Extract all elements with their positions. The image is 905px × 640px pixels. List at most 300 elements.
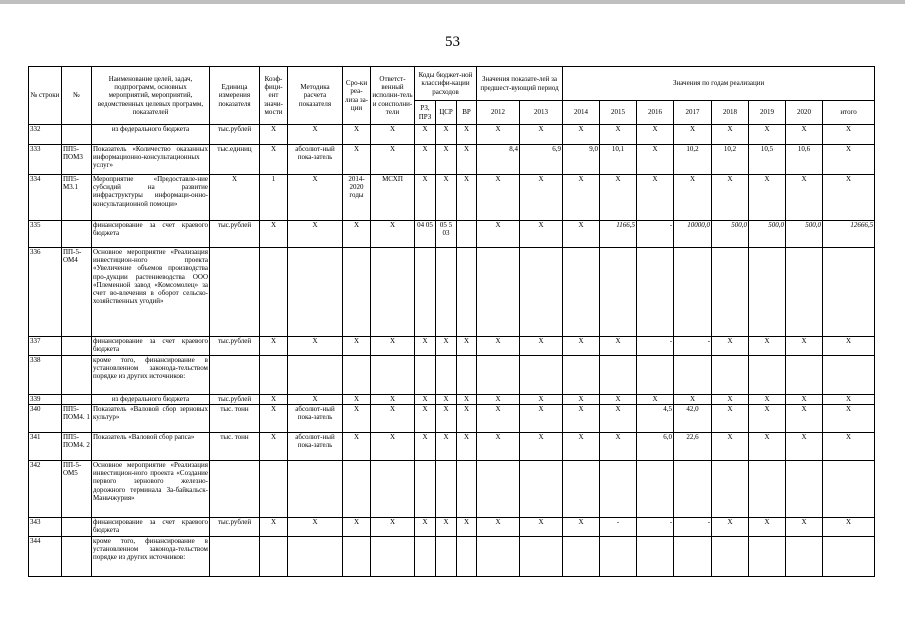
header-years-title: Значения по годам реализации [563,67,875,101]
row-code: ПП-5-ОМ5 [62,461,92,518]
row-method [288,248,343,337]
row-rz: X [415,395,436,405]
row-code: ПП-5-ОМ4 [62,248,92,337]
row-name: финансирование за счет краевого бюджета [92,221,210,248]
row-vr [457,221,477,248]
row-name: финансирование за счет краевого бюджета [92,337,210,356]
row-coef: X [260,405,288,433]
row-value-2019: X [749,405,786,433]
row-coef [260,248,288,337]
row-value-2019: X [749,175,786,221]
row-value-2017: 10,2 [674,145,712,175]
row-name: Основное мероприятие «Реализация инвестицион-ного проекта «Создание первого зернового железно-дорожного терминала За-байкальск-Маньчжурия» [92,461,210,518]
row-coef: X [260,433,288,461]
row-value-2018: X [712,395,749,405]
row-value-2020 [786,461,823,518]
row-value-2018: X [712,518,749,537]
row-value-2018: X [712,125,749,145]
row-unit [210,356,260,395]
table-row [29,175,875,221]
row-vr: X [457,337,477,356]
row-total [823,537,875,577]
row-method: X [288,337,343,356]
row-csr [436,461,457,518]
row-total: X [823,175,875,221]
row-value-2019: X [749,518,786,537]
header-year-2016: 2016 [637,101,674,125]
row-csr: 05 5 03 [436,221,457,248]
row-number: 340 [29,405,62,433]
row-value-2019 [749,356,786,395]
header-method: Методика расчета показателя [288,67,343,125]
row-value-2017: 10000,0 [674,221,712,248]
row-method: абсолют-ный пока-затель [288,145,343,175]
row-vr [457,248,477,337]
row-value-2017: - [674,337,712,356]
row-value-2019 [749,537,786,577]
header-prior-period: Значения показате-лей за предшест-вующий период [477,67,563,101]
row-value-2017: X [674,125,712,145]
row-unit: тыс. тонн [210,405,260,433]
header-year-2019: 2019 [749,101,786,125]
row-value-2019 [749,248,786,337]
row-value-2015 [600,356,637,395]
row-number: 335 [29,221,62,248]
row-csr: X [436,175,457,221]
row-value-2016: 4,5 [637,405,674,433]
row-value-2018: X [712,405,749,433]
row-csr [436,537,457,577]
row-value-2020: X [786,337,823,356]
row-value-2013: 6,9 [520,145,563,175]
row-name: Основное мероприятие «Реализация инвестицион-ного проекта «Увеличение объемов производства про-дукции растениеводства ООО «Племенной завод «Комсомолец» за счет во-влечения в оборот сельско-хозяйственных угодий» [92,248,210,337]
row-value-2015 [600,248,637,337]
row-value-2017: X [674,175,712,221]
row-responsible: МСХП [371,175,415,221]
row-value-2017 [674,248,712,337]
row-responsible: X [371,518,415,537]
row-value-2014: X [563,337,600,356]
row-value-2018 [712,537,749,577]
row-csr: X [436,337,457,356]
row-method: X [288,175,343,221]
table-row [29,395,875,405]
row-value-2015 [600,537,637,577]
row-unit [210,461,260,518]
row-value-2013: X [520,221,563,248]
row-vr: X [457,145,477,175]
row-total [823,248,875,337]
row-value-2017 [674,537,712,577]
table-row [29,356,875,395]
row-value-2016: X [637,395,674,405]
row-value-2020 [786,356,823,395]
row-value-2019: X [749,433,786,461]
row-value-2014 [563,537,600,577]
table-row [29,221,875,248]
table-row [29,337,875,356]
row-coef: 1 [260,175,288,221]
row-value-2014: X [563,433,600,461]
row-value-2013 [520,461,563,518]
row-value-2012: 8,4 [477,145,520,175]
row-term [343,356,371,395]
table-row [29,461,875,518]
row-value-2019: X [749,395,786,405]
row-value-2015: X [600,405,637,433]
row-term: X [343,395,371,405]
row-unit: X [210,175,260,221]
row-value-2013: X [520,433,563,461]
row-method: X [288,518,343,537]
row-number: 334 [29,175,62,221]
row-value-2019: 10,5 [749,145,786,175]
header-coef: Коэф-фици-ент значи-мости [260,67,288,125]
row-name: финансирование за счет краевого бюджета [92,518,210,537]
row-value-2019: X [749,337,786,356]
row-csr: X [436,433,457,461]
row-term: X [343,405,371,433]
row-value-2018: 500,0 [712,221,749,248]
header-term: Сро-ки реа-лиза за-ции [343,67,371,125]
row-value-2017 [674,461,712,518]
row-total: X [823,125,875,145]
row-value-2020: 500,0 [786,221,823,248]
row-vr: X [457,405,477,433]
row-number: 338 [29,356,62,395]
row-coef: X [260,395,288,405]
row-value-2018: 10,2 [712,145,749,175]
row-value-2012: X [477,405,520,433]
row-value-2017: 22,6 [674,433,712,461]
row-value-2018 [712,248,749,337]
row-term [343,537,371,577]
row-number: 332 [29,125,62,145]
row-value-2017: - [674,518,712,537]
row-code [62,125,92,145]
header-budget-codes: Коды бюджет-ной классифи-кации расходов [415,67,477,101]
row-value-2012: X [477,221,520,248]
row-value-2016: - [637,518,674,537]
row-coef: X [260,125,288,145]
row-value-2017 [674,356,712,395]
row-value-2020: X [786,405,823,433]
row-term: X [343,221,371,248]
row-csr [436,356,457,395]
row-responsible [371,537,415,577]
row-value-2014: X [563,405,600,433]
row-vr: X [457,518,477,537]
row-vr: X [457,433,477,461]
row-code: ПП5-М3.1 [62,175,92,221]
row-rz: X [415,337,436,356]
row-rz: 04 05 [415,221,436,248]
row-responsible: X [371,337,415,356]
row-value-2016: X [637,145,674,175]
header-row-no: № строки [29,67,62,125]
table-row [29,145,875,175]
row-value-2017: 42,0 [674,405,712,433]
header-unit: Единица измерения показателя [210,67,260,125]
row-csr: X [436,395,457,405]
header-responsible: Ответст-венный исполни-тель и соисполни-тели [371,67,415,125]
row-value-2020: X [786,175,823,221]
row-total: X [823,518,875,537]
row-unit [210,537,260,577]
row-total [823,356,875,395]
row-coef: X [260,518,288,537]
row-value-2013: X [520,405,563,433]
row-method [288,356,343,395]
row-name: кроме того, финансирование в установленном законода-тельством порядке из других источников: [92,537,210,577]
row-value-2016: X [637,175,674,221]
row-value-2013: X [520,125,563,145]
row-method: X [288,221,343,248]
row-value-2016: - [637,337,674,356]
row-value-2016 [637,537,674,577]
row-value-2014: X [563,175,600,221]
row-rz: X [415,433,436,461]
row-responsible: X [371,405,415,433]
row-value-2012 [477,461,520,518]
row-csr: X [436,518,457,537]
row-csr [436,248,457,337]
row-value-2018: X [712,433,749,461]
row-method: X [288,395,343,405]
row-value-2012 [477,537,520,577]
row-csr: X [436,125,457,145]
row-name: Показатель «Количество оказанных информационно-консультационных услуг» [92,145,210,175]
row-value-2017: X [674,395,712,405]
header-code-rz: РЗ, ПРЗ [415,101,436,125]
row-rz [415,537,436,577]
row-term: X [343,125,371,145]
row-unit: тыс.рублей [210,518,260,537]
row-responsible: X [371,125,415,145]
row-rz: X [415,405,436,433]
row-code [62,518,92,537]
row-number: 344 [29,537,62,577]
row-number: 343 [29,518,62,537]
row-method [288,461,343,518]
row-value-2015: - [600,518,637,537]
row-value-2014: X [563,518,600,537]
row-value-2018: X [712,175,749,221]
row-vr [457,356,477,395]
row-value-2014: 9,0 [563,145,600,175]
row-coef [260,537,288,577]
row-coef [260,356,288,395]
row-coef [260,461,288,518]
row-value-2014: X [563,395,600,405]
row-responsible: X [371,145,415,175]
row-value-2013: X [520,395,563,405]
row-total: X [823,337,875,356]
row-term: 2014-2020 годы [343,175,371,221]
row-value-2020 [786,537,823,577]
row-name: из федерального бюджета [92,395,210,405]
row-value-2014 [563,356,600,395]
row-value-2020: 10,6 [786,145,823,175]
row-vr [457,537,477,577]
row-responsible [371,248,415,337]
program-table [28,66,875,577]
row-number: 337 [29,337,62,356]
row-total: X [823,433,875,461]
row-value-2020: X [786,518,823,537]
row-value-2015: 10,1 [600,145,637,175]
row-unit: тыс.рублей [210,395,260,405]
row-value-2012: X [477,518,520,537]
row-value-2016: 6,0 [637,433,674,461]
row-value-2015: X [600,125,637,145]
row-coef: X [260,145,288,175]
row-unit: тыс. тонн [210,433,260,461]
row-code [62,356,92,395]
row-value-2013 [520,537,563,577]
row-value-2020: X [786,395,823,405]
row-unit: тыс.единиц [210,145,260,175]
header-year-2018: 2018 [712,101,749,125]
row-number: 342 [29,461,62,518]
row-code: ПП5-ПОМ4. 1 [62,405,92,433]
row-value-2015 [600,461,637,518]
table-row [29,518,875,537]
row-value-2014: X [563,221,600,248]
row-value-2013 [520,248,563,337]
row-responsible [371,356,415,395]
row-csr: X [436,145,457,175]
header-year-2013: 2013 [520,101,563,125]
row-number: 341 [29,433,62,461]
header-year-2012: 2012 [477,101,520,125]
row-number: 339 [29,395,62,405]
row-value-2020: X [786,433,823,461]
row-value-2018 [712,461,749,518]
header-no: № [62,67,92,125]
row-rz [415,461,436,518]
row-rz [415,356,436,395]
row-value-2019: 500,0 [749,221,786,248]
row-responsible: X [371,433,415,461]
row-value-2013: X [520,518,563,537]
row-code [62,395,92,405]
row-name: Показатель «Валовой сбор зерновых культур» [92,405,210,433]
row-rz: X [415,145,436,175]
row-name: Показатель «Валовой сбор рапса» [92,433,210,461]
row-vr: X [457,175,477,221]
row-value-2019: X [749,125,786,145]
table-row [29,405,875,433]
row-value-2012 [477,356,520,395]
row-name: кроме того, финансирование в установленном законода-тельством порядке из других источников: [92,356,210,395]
page-number: 53 [445,34,460,50]
header-year-2020: 2020 [786,101,823,125]
row-value-2015: 1166,5 [600,221,637,248]
row-unit [210,248,260,337]
row-method: абсолют-ный пока-затель [288,405,343,433]
row-code [62,337,92,356]
row-name: Мероприятие «Предоставле-ние субсидий на развитие инфраструктуры информаци-онно-консультационной помощи» [92,175,210,221]
row-value-2012: X [477,395,520,405]
table-row [29,537,875,577]
row-value-2014 [563,248,600,337]
row-responsible [371,461,415,518]
row-value-2012: X [477,125,520,145]
row-unit: тыс.рублей [210,125,260,145]
row-code: ПП5-ПОМ4. 2 [62,433,92,461]
row-vr: X [457,395,477,405]
header-code-vr: ВР [457,101,477,125]
row-term [343,461,371,518]
row-vr: X [457,125,477,145]
row-value-2012: X [477,337,520,356]
row-value-2013: X [520,175,563,221]
row-value-2013 [520,356,563,395]
row-total [823,461,875,518]
header-year-2015: 2015 [600,101,637,125]
row-value-2019 [749,461,786,518]
row-value-2012 [477,248,520,337]
row-rz: X [415,175,436,221]
row-responsible: X [371,221,415,248]
row-method: абсолют-ный пока-затель [288,433,343,461]
row-value-2016 [637,356,674,395]
row-unit: тыс.рублей [210,337,260,356]
table-row [29,248,875,337]
header-year-2014: 2014 [563,101,600,125]
row-rz: X [415,125,436,145]
row-value-2016: - [637,221,674,248]
row-unit: тыс.рублей [210,221,260,248]
row-value-2015: X [600,433,637,461]
row-term: X [343,518,371,537]
row-value-2015: X [600,395,637,405]
row-value-2013: X [520,337,563,356]
row-total: 12666,5 [823,221,875,248]
row-term: X [343,145,371,175]
table-row [29,125,875,145]
row-method: X [288,125,343,145]
header-total: итого [823,101,875,125]
row-value-2016: X [637,125,674,145]
row-total: X [823,395,875,405]
row-value-2012: X [477,433,520,461]
row-vr [457,461,477,518]
row-total: X [823,145,875,175]
header-name: Наименование целей, задач, подпрограмм, основных мероприятий, мероприятий, ведомственных целевых программ, показателей [92,67,210,125]
row-total: X [823,405,875,433]
row-rz [415,248,436,337]
row-value-2015: X [600,175,637,221]
row-rz: X [415,518,436,537]
row-responsible: X [371,395,415,405]
row-code [62,221,92,248]
row-value-2020: X [786,125,823,145]
row-number: 336 [29,248,62,337]
row-value-2016 [637,461,674,518]
row-number: 333 [29,145,62,175]
row-method [288,537,343,577]
row-name: из федерального бюджета [92,125,210,145]
row-term [343,248,371,337]
table-row [29,433,875,461]
row-value-2020 [786,248,823,337]
row-code [62,537,92,577]
row-coef: X [260,221,288,248]
row-value-2014: X [563,125,600,145]
row-value-2015: X [600,337,637,356]
